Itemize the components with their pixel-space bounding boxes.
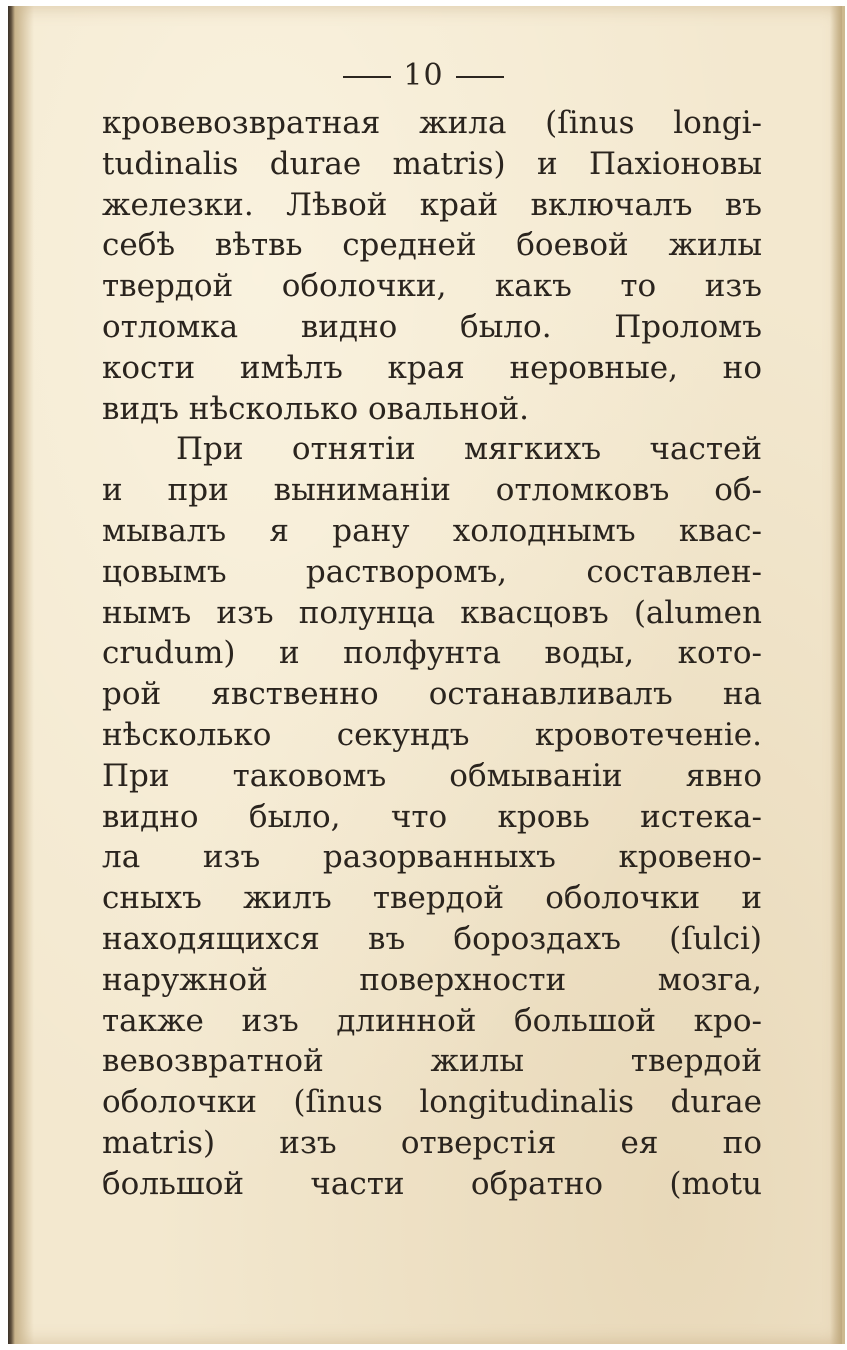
text-line: вевозвратной жилы твердой xyxy=(102,1043,762,1080)
text-line: видъ нѣсколько овальной. xyxy=(102,390,530,427)
text-line: цовымъ растворомъ, составлен- xyxy=(102,553,762,590)
text-line: рой явственно останавливалъ на xyxy=(102,676,762,713)
text-line: tudinalis durae matris) и Пахіоновы xyxy=(102,145,762,182)
text-line: видно было, что кровь истека- xyxy=(102,798,762,835)
header-dash-right xyxy=(456,76,504,78)
text-line: нымъ изъ полунца квасцовъ (alumen xyxy=(102,594,762,631)
text-line: кости имѣлъ края неровные, но xyxy=(102,349,762,386)
text-line: большой части обратно (motu xyxy=(102,1165,762,1202)
header-dash-left xyxy=(343,76,391,78)
text-line: сныхъ жилъ твердой оболочки и xyxy=(102,880,762,917)
text-line: наружной поверхности мозга, xyxy=(102,961,762,998)
text-line: и при выниманіи отломковъ об- xyxy=(102,472,762,509)
text-line: железки. Лѣвой край включалъ въ xyxy=(102,186,762,223)
text-line: себѣ вѣтвь средней боевой жилы xyxy=(102,227,762,264)
text-line: При отнятіи мягкихъ частей xyxy=(176,431,762,468)
page-header xyxy=(0,58,847,93)
text-line: matris) изъ отверстія ея по xyxy=(102,1124,762,1161)
text-line: отломка видно было. Проломъ xyxy=(102,308,762,345)
page-right-edge xyxy=(830,6,842,1344)
text-line: также изъ длинной большой кро- xyxy=(102,1002,762,1039)
text-line: При таковомъ обмываніи явно xyxy=(102,757,762,794)
text-line: ла изъ разорванныхъ кровено- xyxy=(102,839,762,876)
text-line: оболочки (ſinus longitudinalis durae xyxy=(102,1084,762,1121)
text-line: crudum) и полфунта воды, кото- xyxy=(102,635,762,672)
text-line: мывалъ я рану холоднымъ квас- xyxy=(102,512,762,549)
text-line: твердой оболочки, какъ то изъ xyxy=(102,268,762,305)
text-line: нѣсколько секундъ кровотеченіе. xyxy=(102,716,762,753)
body-text xyxy=(102,103,762,1205)
text-line: находящихся въ бороздахъ (ſulci) xyxy=(102,920,762,957)
page-spine-shadow xyxy=(8,6,34,1344)
text-line: кровевозвратная жила (ſinus longi- xyxy=(102,105,762,141)
page-number: 10 xyxy=(403,58,444,93)
